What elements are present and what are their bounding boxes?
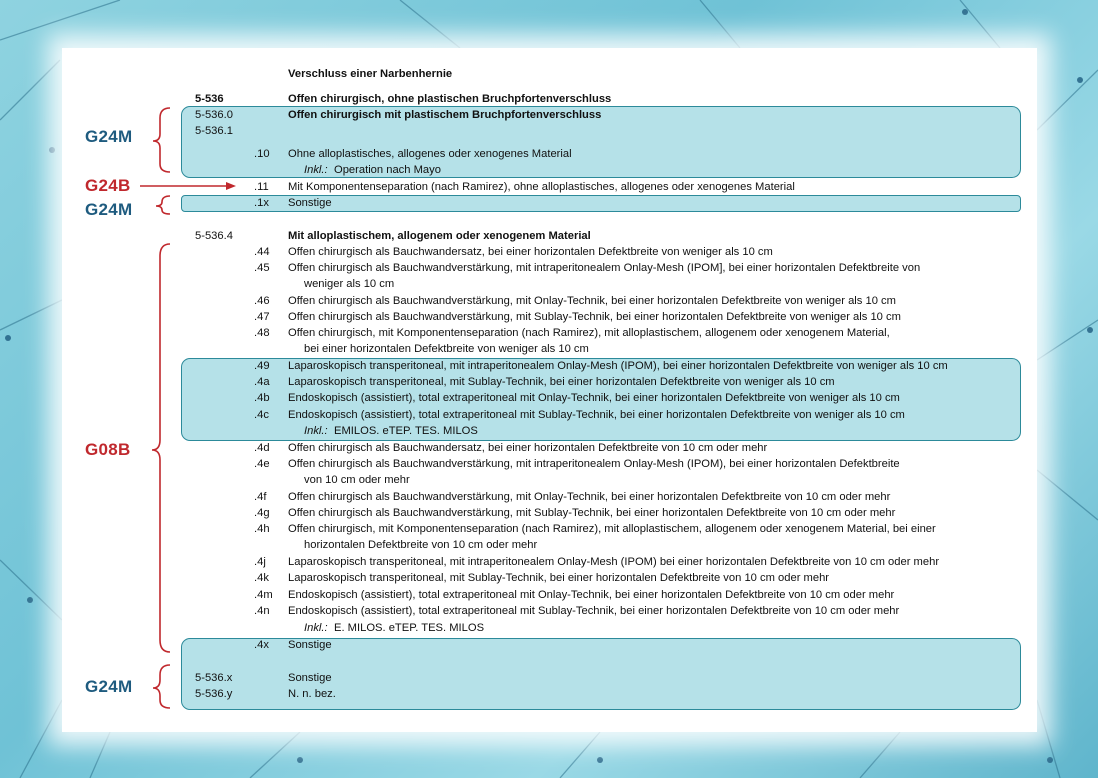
row-subcode: .4k <box>254 572 269 584</box>
row-description: horizontalen Defektbreite von 10 cm oder mehr <box>304 539 538 551</box>
row-subcode: .4d <box>254 442 270 454</box>
row-description: Mit Komponentenseparation (nach Ramirez), ohne alloplastisches, allogenes oder xenogenes Material <box>288 181 795 193</box>
row-code: 5-536.0 <box>195 109 233 121</box>
row-description: von 10 cm oder mehr <box>304 474 410 486</box>
row-description: Offen chirurgisch mit plastischem Bruchpfortenverschluss <box>288 109 602 121</box>
row-description: Offen chirurgisch als Bauchwandersatz, bei einer horizontalen Defektbreite von weniger als 10 cm <box>288 246 773 258</box>
row-description: Offen chirurgisch als Bauchwandersatz, bei einer horizontalen Defektbreite von 10 cm oder mehr <box>288 442 768 454</box>
row-description: Sonstige <box>288 672 332 684</box>
row-subcode: .4j <box>254 556 266 568</box>
row-description: Offen chirurgisch als Bauchwandverstärkung, mit intraperitonealem Onlay-Mesh (IPOM), bei einer horizontalen Defektbreite <box>288 458 900 470</box>
row-subcode: .11 <box>254 181 269 193</box>
row-subcode: .4h <box>254 523 270 535</box>
row-subcode: .4f <box>254 491 267 503</box>
row-subcode: .49 <box>254 360 270 372</box>
row-description: bei einer horizontalen Defektbreite von weniger als 10 cm <box>304 343 589 355</box>
row-description: Offen chirurgisch als Bauchwandverstärkung, mit Sublay-Technik, bei einer horizontalen Defektbreite von 10 cm oder mehr <box>288 507 896 519</box>
row-description: Endoskopisch (assistiert), total extraperitoneal mit Sublay-Technik, bei einer horizontalen Defektbreite von weniger als 10 cm <box>288 409 905 421</box>
row-description: Laparoskopisch transperitoneal, mit Sublay-Technik, bei einer horizontalen Defektbreite von weniger als 10 cm <box>288 376 835 388</box>
row-description: Laparoskopisch transperitoneal, mit intraperitonealem Onlay-Mesh (IPOM) bei einer horizontalen Defektbreite von 10 cm oder mehr <box>288 556 940 568</box>
row-subcode: .4a <box>254 376 270 388</box>
row-code: 5-536.1 <box>195 125 233 137</box>
row-description: Laparoskopisch transperitoneal, mit intraperitonealem Onlay-Mesh (IPOM), bei einer horizontalen Defektbreite von weniger als 10 cm <box>288 360 948 372</box>
row-description: Mit alloplastischem, allogenem oder xenogenem Material <box>288 230 591 242</box>
row-code: 5-536.4 <box>195 230 233 242</box>
inkl-label: Inkl.: <box>304 164 328 176</box>
row-subcode: .4x <box>254 639 269 651</box>
row-subcode: .46 <box>254 295 270 307</box>
row-description: Sonstige <box>288 197 332 209</box>
row-code: 5-536.y <box>195 688 233 700</box>
row-subcode: .4n <box>254 605 270 617</box>
row-description: Offen chirurgisch als Bauchwandverstärkung, mit intraperitonealem Onlay-Mesh (IPOM], bei einer horizontalen Defektbreite von <box>288 262 921 274</box>
row-code: 5-536 <box>195 93 224 105</box>
row-subcode: .45 <box>254 262 270 274</box>
group-label-g24m-1: G24M <box>85 127 133 146</box>
row-description: Offen chirurgisch, mit Komponentenseparation (nach Ramirez), mit alloplastischem, allogenem oder xenogenem Material, bei einer <box>288 523 936 535</box>
row-description: Endoskopisch (assistiert), total extraperitoneal mit Onlay-Technik, bei einer horizontalen Defektbreite von 10 cm oder mehr <box>288 589 895 601</box>
row-subcode: .4g <box>254 507 270 519</box>
row-subcode: .1x <box>254 197 269 209</box>
row-description: Endoskopisch (assistiert), total extraperitoneal mit Onlay-Technik, bei einer horizontalen Defektbreite von weniger als 10 cm <box>288 392 900 404</box>
section-title: Verschluss einer Narbenhernie <box>288 68 453 80</box>
row-subcode: .4c <box>254 409 269 421</box>
row-code: 5-536.x <box>195 672 233 684</box>
row-subcode: .10 <box>254 148 270 160</box>
row-description: E. MILOS. eTEP. TES. MILOS <box>334 622 485 634</box>
row-subcode: .47 <box>254 311 270 323</box>
row-description: Offen chirurgisch als Bauchwandverstärkung, mit Sublay-Technik, bei einer horizontalen Defektbreite von weniger als 10 cm <box>288 311 901 323</box>
row-description: Offen chirurgisch, ohne plastischen Bruchpfortenverschluss <box>288 93 612 105</box>
group-label-g08b: G08B <box>85 440 131 459</box>
row-subcode: .44 <box>254 246 270 258</box>
group-label-g24m-2: G24M <box>85 200 133 219</box>
row-description: Offen chirurgisch, mit Komponentenseparation (nach Ramirez), mit alloplastischem, allogenem oder xenogenem Material, <box>288 327 890 339</box>
row-description: Ohne alloplastisches, allogenes oder xenogenes Material <box>288 148 572 160</box>
row-description: Sonstige <box>288 639 332 651</box>
inkl-label: Inkl.: <box>304 622 328 634</box>
row-description: Endoskopisch (assistiert), total extraperitoneal mit Sublay-Technik, bei einer horizontalen Defektbreite von 10 cm oder mehr <box>288 605 900 617</box>
row-description: weniger als 10 cm <box>304 278 395 290</box>
inkl-label: Inkl.: <box>304 425 328 437</box>
row-subcode: .4b <box>254 392 270 404</box>
row-description: Laparoskopisch transperitoneal, mit Sublay-Technik, bei einer horizontalen Defektbreite von 10 cm oder mehr <box>288 572 830 584</box>
row-subcode: .48 <box>254 327 270 339</box>
group-label-g24m-3: G24M <box>85 677 133 696</box>
row-description: Operation nach Mayo <box>334 164 441 176</box>
row-subcode: .4e <box>254 458 270 470</box>
row-description: Offen chirurgisch als Bauchwandverstärkung, mit Onlay-Technik, bei einer horizontalen Defektbreite von 10 cm oder mehr <box>288 491 891 503</box>
row-description: Offen chirurgisch als Bauchwandverstärkung, mit Onlay-Technik, bei einer horizontalen Defektbreite von weniger als 10 cm <box>288 295 896 307</box>
row-description: N. n. bez. <box>288 688 336 700</box>
row-description: EMILOS. eTEP. TES. MILOS <box>334 425 478 437</box>
group-label-g24b: G24B <box>85 176 131 195</box>
row-subcode: .4m <box>254 589 273 601</box>
